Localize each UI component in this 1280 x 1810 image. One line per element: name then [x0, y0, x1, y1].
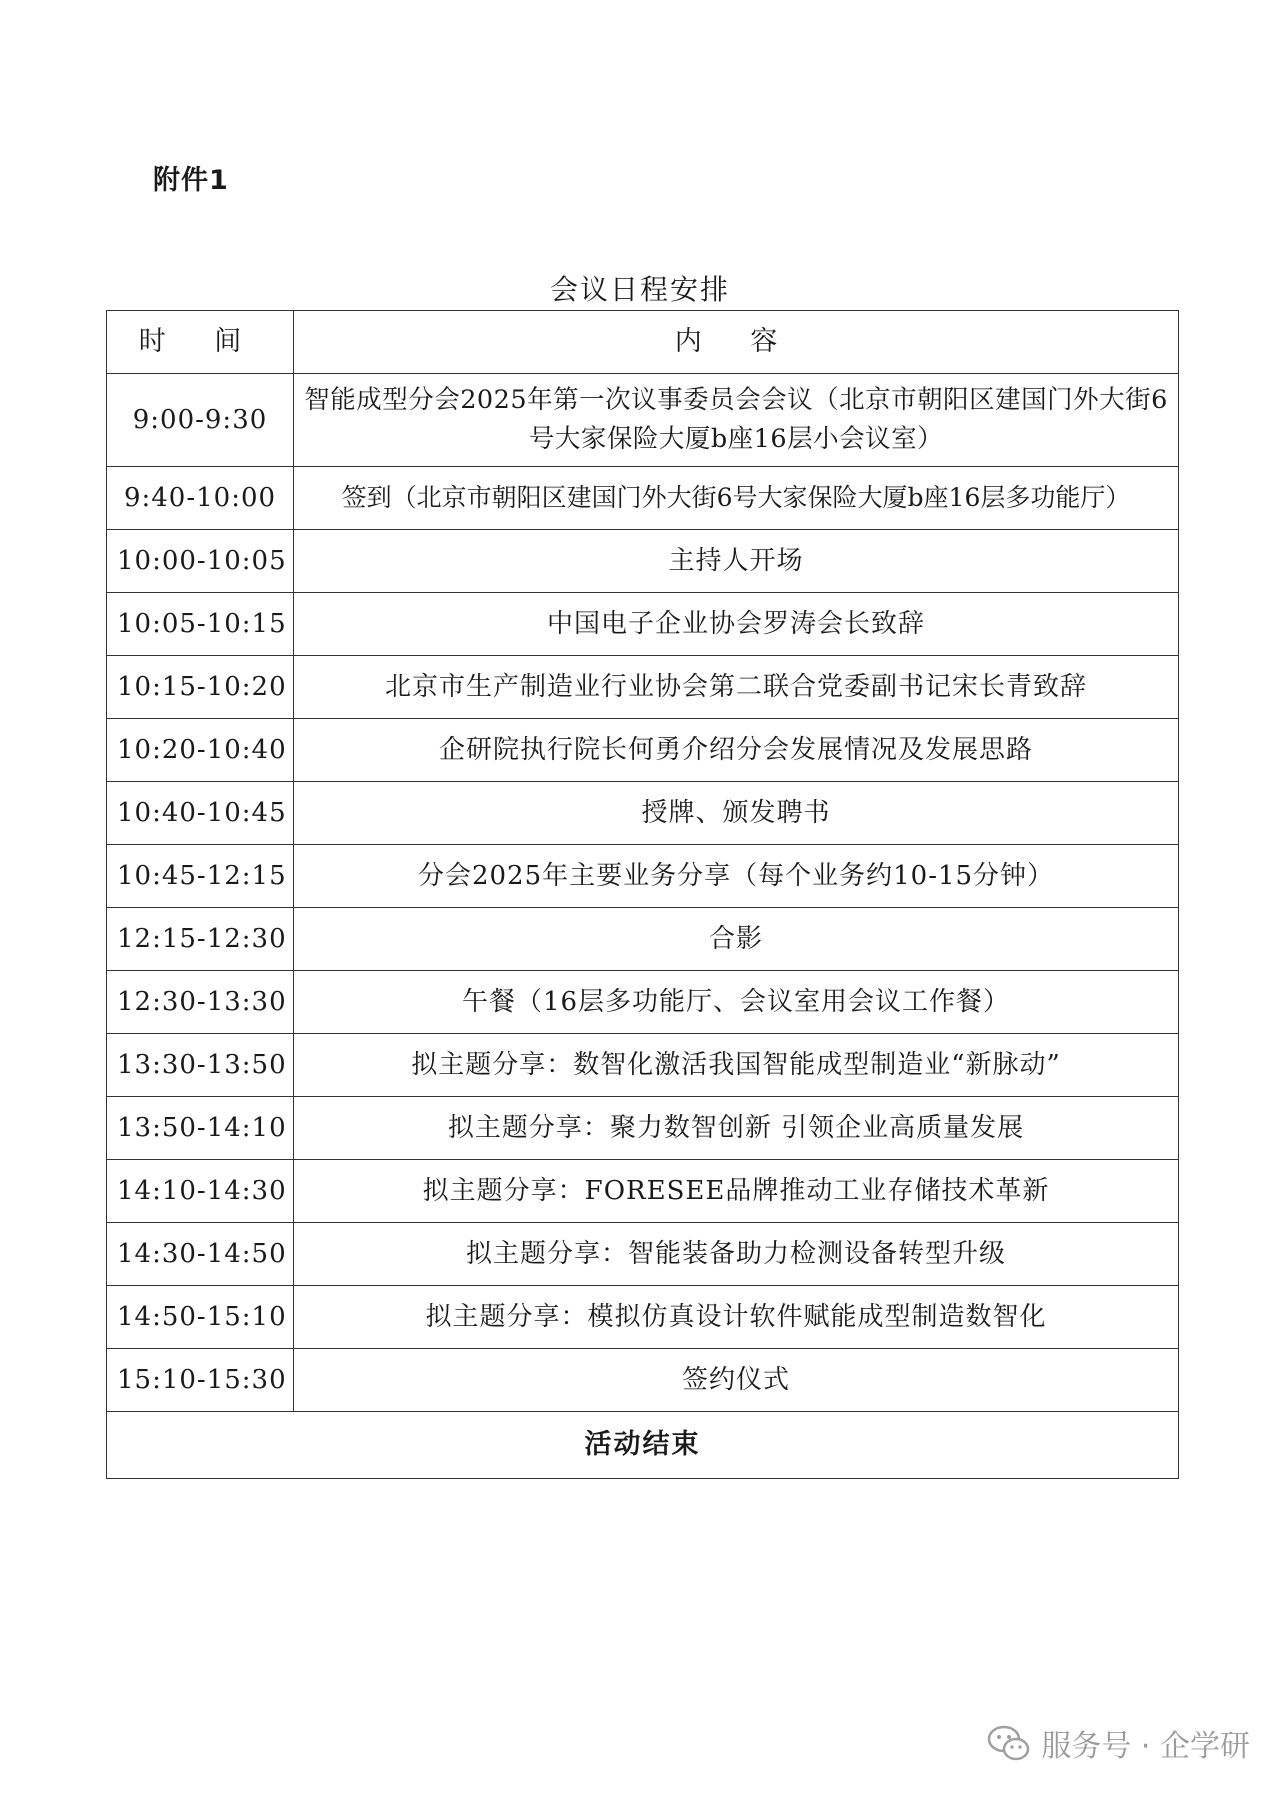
table-row [107, 593, 1179, 656]
content-cell: 授牌、颁发聘书 [294, 782, 1179, 845]
table-row [107, 1160, 1179, 1223]
time-cell: 14:50-15:10 [107, 1286, 294, 1349]
content-cell: 主持人开场 [294, 530, 1179, 593]
time-cell: 10:20-10:40 [107, 719, 294, 782]
schedule-table [106, 310, 1179, 1479]
table-row [107, 1223, 1179, 1286]
table-row [107, 719, 1179, 782]
document-title: 会议日程安排 [549, 273, 730, 306]
table-row [107, 530, 1179, 593]
content-cell: 签约仪式 [294, 1349, 1179, 1412]
time-cell: 14:10-14:30 [107, 1160, 294, 1223]
table-row [107, 1097, 1179, 1160]
time-cell: 10:40-10:45 [107, 782, 294, 845]
table-row [107, 374, 1179, 467]
time-cell: 10:45-12:15 [107, 845, 294, 908]
content-cell: 分会2025年主要业务分享（每个业务约10-15分钟） [294, 845, 1179, 908]
content-cell: 北京市生产制造业行业协会第二联合党委副书记宋长青致辞 [294, 656, 1179, 719]
table-row [107, 908, 1179, 971]
table-row [107, 1034, 1179, 1097]
end-label: 活动结束 [107, 1412, 1179, 1479]
time-cell: 13:30-13:50 [107, 1034, 294, 1097]
time-cell: 10:00-10:05 [107, 530, 294, 593]
time-cell: 12:30-13:30 [107, 971, 294, 1034]
table-row [107, 1286, 1179, 1349]
content-cell: 拟主题分享：聚力数智创新 引领企业高质量发展 [294, 1097, 1179, 1160]
table-header-row [107, 311, 1179, 374]
time-cell: 12:15-12:30 [107, 908, 294, 971]
time-cell: 10:05-10:15 [107, 593, 294, 656]
content-cell: 拟主题分享：数智化激活我国智能成型制造业“新脉动” [294, 1034, 1179, 1097]
header-content: 内 容 [294, 311, 1179, 374]
content-cell: 拟主题分享：智能装备助力检测设备转型升级 [294, 1223, 1179, 1286]
table-row [107, 971, 1179, 1034]
header-time: 时 间 [107, 311, 294, 374]
time-cell: 15:10-15:30 [107, 1349, 294, 1412]
time-cell: 14:30-14:50 [107, 1223, 294, 1286]
content-cell: 拟主题分享：FORESEE品牌推动工业存储技术革新 [294, 1160, 1179, 1223]
table-end-row [107, 1412, 1179, 1479]
watermark-text: 服务号 · 企学研 [1041, 1729, 1250, 1764]
watermark [987, 1718, 1250, 1768]
content-cell: 合影 [294, 908, 1179, 971]
content-cell: 中国电子企业协会罗涛会长致辞 [294, 593, 1179, 656]
time-cell: 13:50-14:10 [107, 1097, 294, 1160]
table-row [107, 656, 1179, 719]
content-cell: 签到（北京市朝阳区建国门外大街6号大家保险大厦b座16层多功能厅） [294, 467, 1179, 530]
content-cell: 智能成型分会2025年第一次议事委员会会议（北京市朝阳区建国门外大街6号大家保险大厦b座16层小会议室） [294, 374, 1179, 467]
time-cell: 10:15-10:20 [107, 656, 294, 719]
time-cell: 9:00-9:30 [107, 374, 294, 467]
table-row [107, 845, 1179, 908]
content-cell: 拟主题分享：模拟仿真设计软件赋能成型制造数智化 [294, 1286, 1179, 1349]
content-cell: 午餐（16层多功能厅、会议室用会议工作餐） [294, 971, 1179, 1034]
time-cell: 9:40-10:00 [107, 467, 294, 530]
attachment-label: 附件1 [153, 165, 229, 196]
table-row [107, 1349, 1179, 1412]
wechat-icon [987, 1724, 1031, 1762]
table-row [107, 467, 1179, 530]
content-cell: 企研院执行院长何勇介绍分会发展情况及发展思路 [294, 719, 1179, 782]
table-row [107, 782, 1179, 845]
